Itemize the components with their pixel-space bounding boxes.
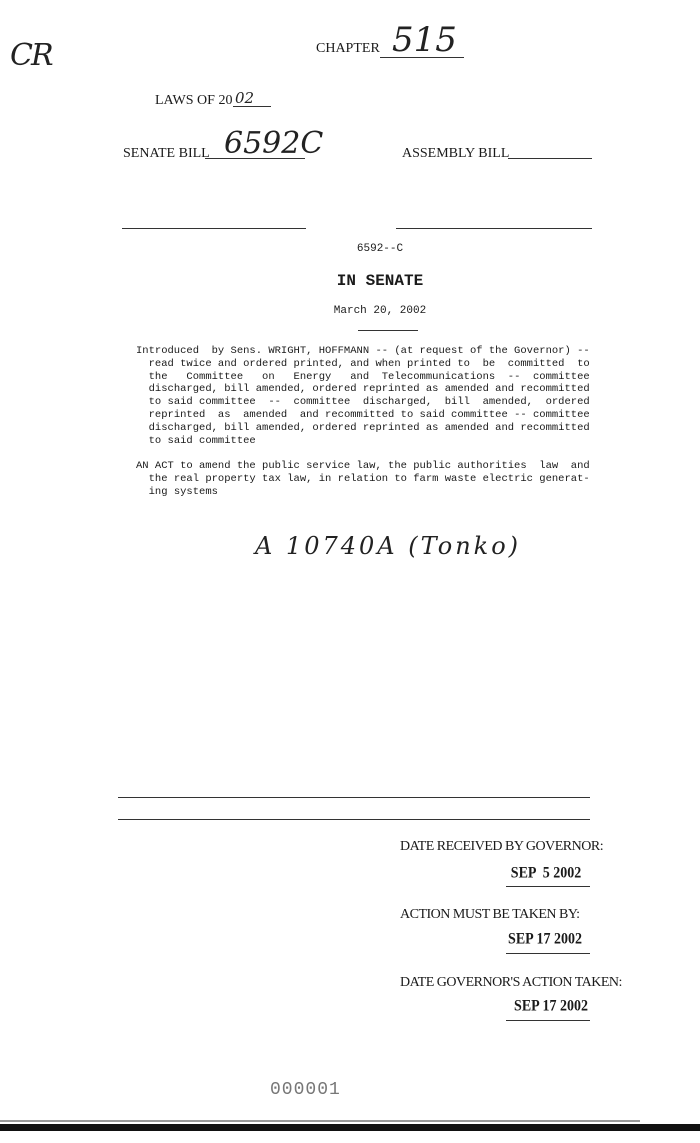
signature-line-left: [122, 228, 306, 229]
received-label: DATE RECEIVED BY GOVERNOR:: [400, 839, 604, 854]
separator-top: [118, 797, 590, 798]
bill-house: IN SENATE: [336, 272, 424, 290]
deadline-date: SEP 17 2002: [508, 930, 582, 949]
received-date: SEP 5 2002: [510, 864, 582, 883]
chapter-underline: [380, 57, 464, 58]
action-date: SEP 17 2002: [514, 997, 588, 1016]
laws-underline: [233, 106, 271, 107]
introduced-text: Introduced by Sens. WRIGHT, HOFFMANN -- (at request of the Governor) -- read twice and ordered printed, and when printed to be committed to the Committee on Energy and Telecommunications -- committee discharged, bill amended, ordered reprinted as amended and recommitted to said committee -- committee discharged, bill amended, ordered reprinted as amended and recommitted to said committee -- committee discharged, bill amended, ordered reprinted as amended and recommitted to said committee: [136, 345, 590, 447]
same-as-note: A 10740A (Tonko): [255, 532, 522, 560]
senate-bill-number: 6592C: [224, 126, 324, 161]
deadline-label: ACTION MUST BE TAKEN BY:: [400, 907, 580, 922]
laws-label: LAWS OF 20: [155, 93, 233, 108]
page-number: 000001: [270, 1080, 341, 1100]
deadline-underline: [506, 953, 590, 954]
senate-bill-label: SENATE BILL: [123, 146, 210, 161]
bill-number: 6592--C: [356, 243, 404, 255]
chapter-number: 515: [392, 20, 457, 60]
margin-note: CR: [10, 38, 52, 73]
separator-bottom: [118, 819, 590, 820]
assembly-bill-underline: [508, 158, 592, 159]
laws-year: 02: [235, 89, 255, 107]
date-rule: [358, 330, 418, 331]
action-underline: [506, 1020, 590, 1021]
signature-line-right: [396, 228, 592, 229]
action-label: DATE GOVERNOR'S ACTION TAKEN:: [400, 975, 622, 990]
scan-edge-shadow: [0, 1120, 640, 1122]
chapter-label: CHAPTER: [316, 41, 380, 56]
bill-date: March 20, 2002: [333, 305, 427, 317]
received-underline: [506, 886, 590, 887]
senate-bill-underline: [205, 158, 305, 159]
assembly-bill-label: ASSEMBLY BILL: [402, 146, 510, 161]
scan-edge: [0, 1124, 700, 1131]
act-title: AN ACT to amend the public service law, the public authorities law and the real property tax law, in relation to farm waste electric generat- ing systems: [136, 460, 590, 498]
